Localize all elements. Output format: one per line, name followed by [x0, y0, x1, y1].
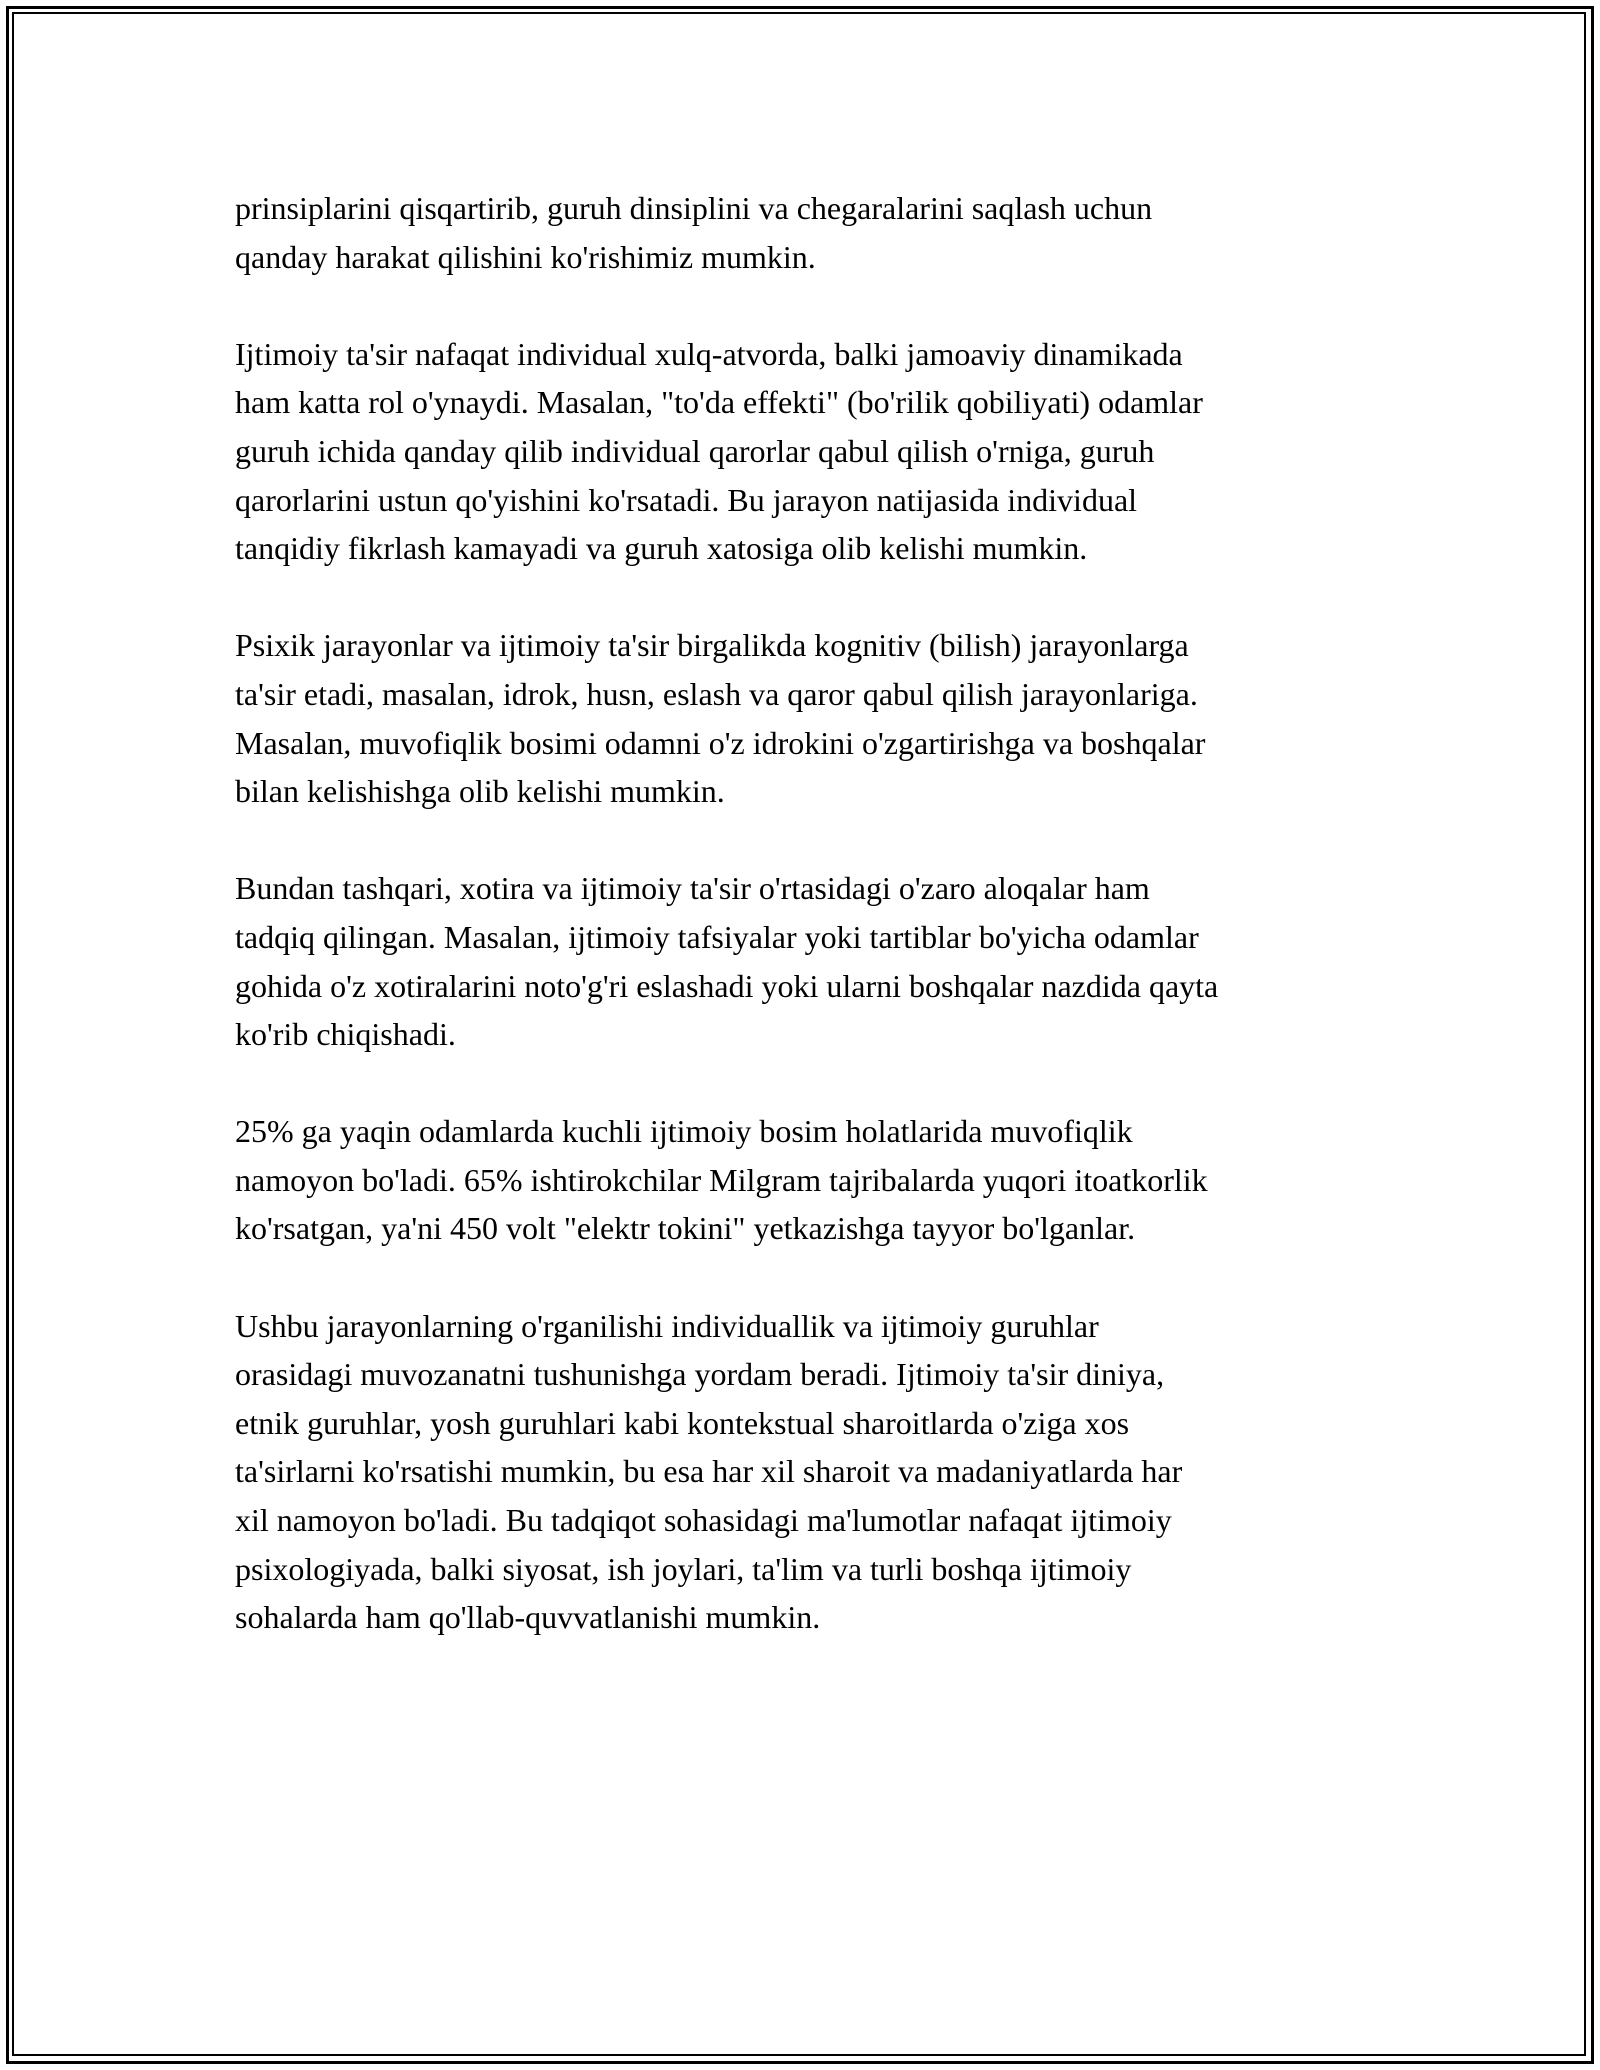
paragraph-3	[235, 621, 1375, 815]
text-line: tanqidiy fikrlash kamayadi va guruh xatosiga olib kelishi mumkin.	[235, 530, 1088, 567]
text-line: ta'sirlarni ko'rsatishi mumkin, bu esa har xil sharoit va madaniyatlarda har	[235, 1453, 1183, 1490]
text-line: Bundan tashqari, xotira va ijtimoiy ta'sir o'rtasidagi o'zaro aloqalar ham	[235, 870, 1150, 907]
text-line: ko'rib chiqishadi.	[235, 1016, 456, 1053]
text-line: 25% ga yaqin odamlarda kuchli ijtimoiy bosim holatlarida muvofiqlik	[235, 1113, 1133, 1150]
text-line: ta'sir etadi, masalan, idrok, husn, eslash va qaror qabul qilish jarayonlariga.	[235, 675, 1198, 712]
text-line: qanday harakat qilishini ko'rishimiz mumkin.	[235, 238, 816, 275]
text-line: bilan kelishishga olib kelishi mumkin.	[235, 773, 725, 810]
text-line: orasidagi muvozanatni tushunishga yordam beradi. Ijtimoiy ta'sir diniya,	[235, 1356, 1165, 1393]
text-line: sohalarda ham qo'llab-quvvatlanishi mumkin.	[235, 1599, 821, 1636]
paragraph-6	[235, 1302, 1375, 1642]
text-line: xil namoyon bo'ladi. Bu tadqiqot sohasidagi ma'lumotlar nafaqat ijtimoiy	[235, 1502, 1172, 1539]
paragraph-1	[235, 184, 1375, 281]
text-line: tadqiq qilingan. Masalan, ijtimoiy tafsiyalar yoki tartiblar bo'yicha odamlar	[235, 918, 1199, 955]
text-line: etnik guruhlar, yosh guruhlari kabi kontekstual sharoitlarda o'ziga xos	[235, 1404, 1130, 1441]
text-line: Ushbu jarayonlarning o'rganilishi individuallik va ijtimoiy guruhlar	[235, 1307, 1099, 1344]
text-line: qarorlarini ustun qo'yishini ko'rsatadi. Bu jarayon natijasida individual	[235, 481, 1138, 518]
paragraph-5	[235, 1107, 1375, 1253]
paragraph-2	[235, 330, 1375, 573]
text-line: Psixik jarayonlar va ijtimoiy ta'sir birgalikda kognitiv (bilish) jarayonlarga	[235, 627, 1189, 664]
text-line: prinsiplarini qisqartirib, guruh dinsiplini va chegaralarini saqlash uchun	[235, 190, 1153, 226]
text-line: psixologiyada, balki siyosat, ish joylari, ta'lim va turli boshqa ijtimoiy	[235, 1550, 1132, 1587]
paragraph-4	[235, 864, 1375, 1058]
text-line: ham katta rol o'ynaydi. Masalan, "to'da effekti" (bo'rilik qobiliyati) odamlar	[235, 384, 1203, 421]
text-line: namoyon bo'ladi. 65% ishtirokchilar Milgram tajribalarda yuqori itoatkorlik	[235, 1161, 1208, 1198]
document-body	[235, 184, 1375, 1690]
text-line: ko'rsatgan, ya'ni 450 volt "elektr tokini" yetkazishga tayyor bo'lganlar.	[235, 1210, 1136, 1247]
text-line: Masalan, muvofiqlik bosimi odamni o'z idrokini o'zgartirishga va boshqalar	[235, 724, 1206, 761]
text-line: Ijtimoiy ta'sir nafaqat individual xulq-atvorda, balki jamoaviy dinamikada	[235, 335, 1183, 372]
text-line: guruh ichida qanday qilib individual qarorlar qabul qilish o'rniga, guruh	[235, 432, 1155, 469]
text-line: gohida o'z xotiralarini noto'g'ri eslashadi yoki ularni boshqalar nazdida qayta	[235, 967, 1219, 1004]
